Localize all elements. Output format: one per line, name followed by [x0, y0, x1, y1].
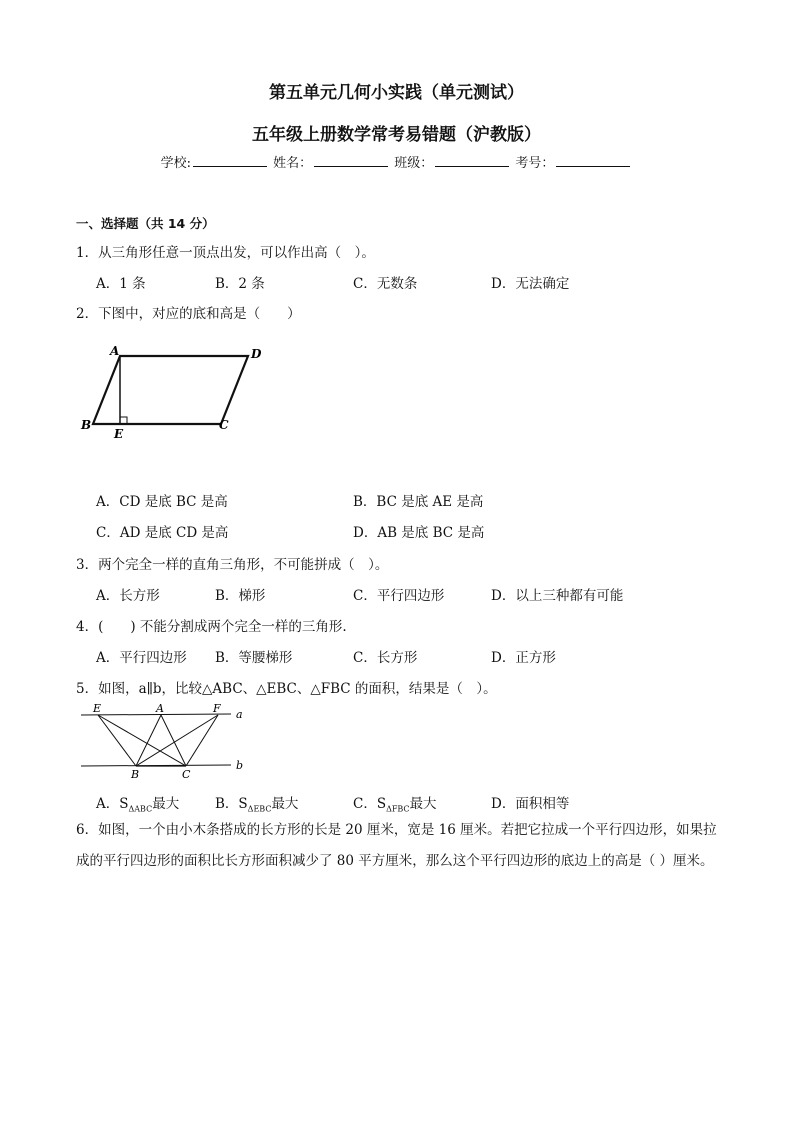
q3-option-d: D．以上三种都有可能 [491, 588, 624, 604]
class-label: 班级： [394, 156, 434, 171]
label-b: B [131, 768, 140, 781]
q4-option-a: A．平行四边形 [96, 650, 187, 666]
name-blank [314, 154, 388, 167]
question-4-stem: 4．( ) 不能分割成两个完全一样的三角形. [76, 619, 347, 635]
q5-option-d: D．面积相等 [491, 796, 570, 812]
label-line-a: a [236, 708, 243, 721]
question-5-stem: 5．如图，a∥b，比较△ABC、△EBC、△FBC 的面积，结果是（ ）。 [76, 681, 497, 697]
q5-b-sub: ΔEBC [247, 804, 272, 814]
label-a: A [110, 344, 120, 358]
label-e: E [93, 702, 102, 715]
section-heading: 一、选择题（共 14 分） [76, 216, 215, 231]
student-info-line [0, 152, 793, 171]
q5-c-suffix: 最大 [409, 796, 437, 812]
school-label: 学校: [160, 156, 191, 171]
q2-option-c: C．AD 是底 CD 是高 [96, 525, 229, 541]
q5-option-a [96, 792, 179, 814]
q5-option-b [215, 792, 298, 814]
class-blank [435, 154, 509, 167]
q5-b-prefix: B．S [215, 796, 248, 812]
q5-b-suffix: 最大 [271, 796, 299, 812]
parallel-lines-figure [76, 700, 256, 782]
parallelogram-figure [76, 340, 276, 450]
segment-ec [98, 715, 186, 766]
q2-option-d: D．AB 是底 BC 是高 [353, 525, 485, 541]
id-label: 考号： [515, 156, 555, 171]
school-blank [193, 154, 267, 167]
question-1-stem: 1．从三角形任意一顶点出发，可以作出高（ ）。 [76, 245, 375, 261]
question-2-stem: 2．下图中，对应的底和高是（ ） [76, 306, 301, 322]
label-line-b: b [236, 759, 244, 772]
question-3-stem: 3．两个完全一样的直角三角形，不可能拼成（ ）。 [76, 557, 389, 573]
label-d: D [251, 347, 262, 361]
q1-option-d: D．无法确定 [491, 276, 570, 292]
q5-a-suffix: 最大 [152, 796, 180, 812]
q2-option-a: A．CD 是底 BC 是高 [96, 494, 228, 510]
q5-c-sub: ΔFBC [386, 804, 410, 814]
page-subtitle: 五年级上册数学常考易错题（沪教版） [252, 125, 541, 145]
q2-option-b: B．BC 是底 AE 是高 [353, 494, 484, 510]
label-c: C [219, 418, 229, 432]
segment-eb [98, 715, 136, 766]
name-label: 姓名： [273, 156, 313, 171]
q3-option-b: B．梯形 [215, 588, 266, 604]
question-6-text: 6．如图，一个由小木条搭成的长方形的长是 20 厘米，宽是 16 厘米。若把它拉成一个平行四边形，如果拉成的平行四边形的面积比长方形面积减少了 80 平方厘米，那么这个平行四边形的底边上的高是（ ）厘米。 [76, 822, 717, 869]
id-blank [556, 154, 630, 167]
q1-option-b: B．2 条 [215, 276, 265, 292]
label-f: F [213, 702, 221, 715]
q4-option-c: C．长方形 [353, 650, 418, 666]
q5-a-prefix: A．S [96, 796, 129, 812]
q1-option-a: A．1 条 [96, 276, 146, 292]
q1-option-c: C．无数条 [353, 276, 418, 292]
q3-option-c: C．平行四边形 [353, 588, 445, 604]
q3-option-a: A．长方形 [96, 588, 160, 604]
segment-fc [186, 715, 218, 766]
parallelogram-abcd [93, 356, 248, 424]
label-e: E [114, 427, 124, 441]
page-title: 第五单元几何小实践（单元测试） [269, 83, 524, 103]
q5-option-c [353, 792, 437, 814]
label-c: C [182, 768, 191, 781]
label-a: A [156, 702, 164, 715]
label-b: B [81, 418, 92, 432]
q5-a-sub: ΔABC [128, 804, 153, 814]
q4-option-d: D．正方形 [491, 650, 556, 666]
q5-c-prefix: C．S [353, 796, 387, 812]
q4-option-b: B．等腰梯形 [215, 650, 293, 666]
